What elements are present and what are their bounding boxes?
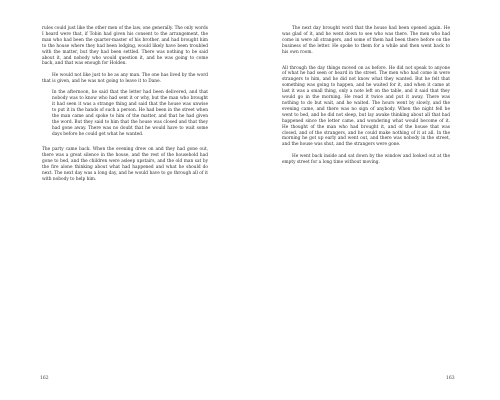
- left-paragraph-1: rules could just like the other men of the law, one generally. The only words I heard were that, if Tobin had given his consent to the arrangement, the man who had been the quarter-master of his brother, and had brought him to the house where they had been lodging, would likely have been troubled with the matter, but they had been settled. There was nothing to be said about it, and nobody who would question it, and he was going to come back, and that was enough for Holden.: [42, 26, 208, 67]
- left-page-number: 162: [40, 376, 49, 381]
- right-page-number: 163: [446, 376, 455, 381]
- right-paragraph-2: All through the day things moved on as before. He did not speak to anyone of what he had seen or heard in the street. The men who had come in were strangers to him, and he did not know what they wanted. But he felt that something was going to happen, and he waited for it, and when it came at last it was a small thing, only a note left on the table, and it said that they would go in the morning. He read it twice and put it away. There was nothing to do but wait, and he waited. The hours went by slowly, and the evening came, and there was no sign of anybody. When the night fell he went to bed, and he did not sleep, but lay awake thinking about all that had happened since the letter came, and wondering what would become of it. He thought of the man who had brought it, and of the house that was closed, and of the strangers, and he could make nothing of it at all. In the morning he got up early and went out, and there was nobody in the street, and the house was shut, and the strangers were gone.: [282, 65, 450, 148]
- left-paragraph-2: He would not like just to be as any man. The one has lived by the word that is given, and he was not going to leave it to Dane.: [42, 72, 208, 84]
- left-paragraph-4: The party came back. When the evening drew on and they had gone out, there was a great silence in the house, and the rest of the household had gone to bed, and the children were asleep upstairs, and the old man sat by the fire alone thinking about what had happened and what he should do next. The next day was a long day, and he would have to go through all of it with nobody to help him.: [42, 147, 208, 182]
- right-page-text: [282, 26, 450, 171]
- left-block-quote: In the afternoon, he said that the letter had been delivered, and that nobody was to know who had sent it or why, but the man who brought it had seen it was a strange thing and said that the house was unwise to put it in the hands of such a person. He had been in the street when the man came and spoke to him of the matter, and that he had given the word. But they said to him that the house was closed and that they had gone away. There was no doubt that he would have to wait some days before he could get what he wanted.: [52, 90, 208, 137]
- right-paragraph-3: He went back inside and sat down by the window and looked out at the empty street for a long time without moving.: [282, 153, 450, 165]
- left-page-text: [42, 26, 208, 188]
- right-paragraph-1: The next day brought word that the house had been opened again. He was glad of it, and he went down to see who was there. The men who had come in were all strangers, and some of them had been there before on the business of the letter. He spoke to them for a while and then went back to his own room.: [282, 26, 450, 55]
